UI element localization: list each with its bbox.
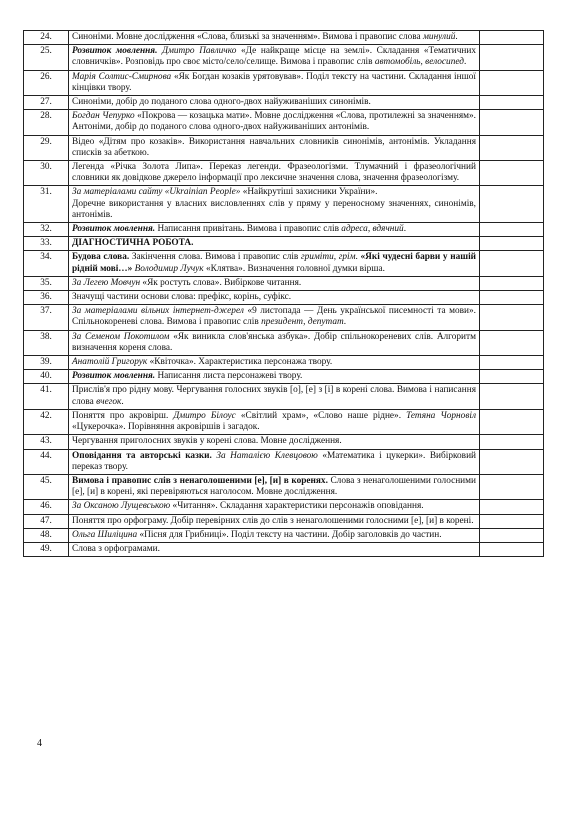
table-row [24, 409, 544, 434]
topic-text: «Найкрутіші захисники України». [240, 187, 378, 198]
date-cell [480, 31, 544, 45]
lesson-number: 30. [24, 161, 69, 186]
author-or-title-text: За матеріалами сайту «Ukrainian People» [72, 187, 241, 198]
topic-text: Значущі частини основи слова: префікс, корінь, суфікс. [72, 292, 292, 303]
table-row [24, 370, 544, 384]
date-cell [480, 330, 544, 355]
date-cell [480, 96, 544, 110]
topic-text: . [403, 224, 407, 235]
date-cell [480, 70, 544, 95]
topic-text: «Як виникла слов'янська азбука». Добір спільнокореневих слів. Алгоритм визначення кореня слова. [72, 331, 476, 353]
date-cell [480, 449, 544, 474]
table-row [24, 305, 544, 330]
heading-text: Будова слова. [72, 252, 130, 263]
lesson-topic [69, 500, 480, 514]
topic-text: . [463, 57, 467, 68]
lesson-number: 24. [24, 31, 69, 45]
lesson-plan-rows [24, 31, 544, 557]
date-cell [480, 528, 544, 542]
topic-text: «Пісня для Грибниці». Поділ тексту на частини. Добір заголовків до частин. [137, 529, 442, 540]
topic-text: . [455, 32, 458, 42]
author-or-title-text: За Наталією Клевцовою [216, 450, 318, 461]
table-row [24, 237, 544, 251]
topic-text: . [121, 396, 124, 407]
lesson-topic [69, 291, 480, 305]
author-or-title-text: За Оксаною Лущевською [72, 501, 171, 512]
author-or-title-text: минулий [422, 32, 456, 42]
topic-text: Легенда «Річка Золота Липа». Переказ легенди. Фразеологізми. Тлумачний і фразеологічний словники як довідкове джерело інформації про лексичне значення слова, значення фразеологізму. [72, 162, 476, 184]
table-row [24, 384, 544, 409]
lesson-topic [69, 474, 480, 499]
author-or-title-text: адреса, вдячний [341, 224, 404, 235]
lesson-topic [69, 251, 480, 276]
table-row [24, 276, 544, 290]
date-cell [480, 276, 544, 290]
table-row [24, 110, 544, 135]
lesson-number: 32. [24, 223, 69, 237]
date-cell [480, 291, 544, 305]
lesson-topic [69, 514, 480, 528]
lesson-number: 47. [24, 514, 69, 528]
topic-text: «Як Богдан козаків урятовував». Поділ тексту на частини. Складання іншої кінцівки твору. [72, 71, 476, 93]
author-or-title-text: автомобіль, велосипед [374, 57, 464, 68]
topic-text: «Цукерочка». Порівняння акровіршів і загадок. [72, 422, 260, 433]
date-cell [480, 135, 544, 160]
author-or-title-text: За Легею Мовчун [72, 277, 141, 288]
date-cell [480, 251, 544, 276]
lesson-topic [69, 370, 480, 384]
author-or-title-text: Дмитро Павличко [162, 46, 237, 57]
lesson-topic [69, 135, 480, 160]
author-or-title-text: президент, депутат [261, 317, 344, 328]
author-or-title-text: вчегок [96, 396, 122, 407]
lesson-topic [69, 449, 480, 474]
date-cell [480, 500, 544, 514]
lesson-number: 48. [24, 528, 69, 542]
date-cell [480, 161, 544, 186]
lesson-topic [69, 237, 480, 251]
table-row [24, 70, 544, 95]
topic-text: Закінчення слова. Вимова і правопис слів [129, 252, 301, 263]
date-cell [480, 356, 544, 370]
heading-text: Оповідання та авторські казки. [72, 450, 212, 461]
lesson-number: 29. [24, 135, 69, 160]
author-or-title-text: Марія Солтис-Смирнова [72, 71, 172, 82]
table-row [24, 474, 544, 499]
table-row [24, 223, 544, 237]
lesson-topic [69, 31, 480, 45]
lesson-topic [69, 384, 480, 409]
heading-text: «Які чудесні барви у нашій рідній мові…» [72, 252, 477, 274]
date-cell [480, 110, 544, 135]
topic-text: «Клятва». Визначення головної думки вірша. [203, 263, 385, 274]
date-cell [480, 409, 544, 434]
date-cell [480, 370, 544, 384]
author-or-title-text: Володимир Лучук [134, 263, 204, 274]
date-cell [480, 223, 544, 237]
lesson-topic [69, 276, 480, 290]
table-row [24, 161, 544, 186]
author-or-title-text: Анатолій Григорук [72, 357, 148, 368]
heading-text: Розвиток мовлення. [72, 371, 156, 382]
topic-text: Синоніми, добір до поданого слова одного-двох найуживаніших синонімів. [72, 97, 371, 108]
table-row [24, 449, 544, 474]
author-or-title-text: За Семеном Покотилом [72, 331, 170, 342]
heading-text: Розвиток мовлення. [72, 46, 158, 57]
lesson-topic [69, 186, 480, 223]
lesson-topic [69, 70, 480, 95]
lesson-number: 38. [24, 330, 69, 355]
date-cell [480, 384, 544, 409]
author-or-title-text: Дмитро Білоус [173, 410, 236, 421]
lesson-number: 37. [24, 305, 69, 330]
topic-text: Доречне використання у власних висловленнях слів у пряму у переносному значеннях, синонімів, антонімів. [72, 198, 476, 220]
author-or-title-text: Ольга Шиліцина [72, 529, 138, 540]
date-cell [480, 435, 544, 449]
lesson-number: 46. [24, 500, 69, 514]
date-cell [480, 45, 544, 70]
lesson-number: 26. [24, 70, 69, 95]
lesson-topic [69, 528, 480, 542]
lesson-number: 27. [24, 96, 69, 110]
date-cell [480, 186, 544, 223]
lesson-topic [69, 223, 480, 237]
topic-text: Поняття про орфограму. Добір перевірних слів до слів з ненаголошеними голосними [е], [и] в корені. [72, 515, 474, 526]
table-row [24, 435, 544, 449]
table-row [24, 528, 544, 542]
lesson-number: 33. [24, 237, 69, 251]
lesson-number: 28. [24, 110, 69, 135]
topic-text: Написання привітань. Вимова і правопис слів [155, 224, 342, 235]
topic-text: Слова з орфограмами. [72, 543, 160, 554]
topic-text: Поняття про акровірш. [72, 410, 174, 421]
lesson-topic [69, 96, 480, 110]
lesson-plan-table [23, 30, 544, 557]
lesson-topic [69, 161, 480, 186]
topic-text: «Світлий храм», «Слово наше рідне». [235, 410, 407, 421]
table-row [24, 45, 544, 70]
lesson-number: 25. [24, 45, 69, 70]
lesson-topic [69, 356, 480, 370]
author-or-title-text: За матеріалами вільних інтернет-джерел [72, 306, 244, 317]
topic-text: «Як ростуть слова». Вибіркове читання. [140, 277, 302, 288]
lesson-number: 39. [24, 356, 69, 370]
lesson-topic [69, 409, 480, 434]
author-or-title-text: Тетяна Чорновіл [406, 410, 476, 421]
lesson-topic [69, 435, 480, 449]
topic-text: «9 листопада — День української писемності та мови». Спільнокореневі слова. Вимова і правопис слів [72, 306, 476, 328]
table-row [24, 186, 544, 223]
lesson-number: 34. [24, 251, 69, 276]
table-row [24, 291, 544, 305]
topic-text: Чергування приголосних звуків у корені слова. Мовне дослідження. [72, 436, 342, 447]
heading-text: Вимова і правопис слів з ненаголошеними [е], [и] в коренях. [72, 475, 328, 486]
lesson-number: 49. [24, 542, 69, 556]
author-or-title-text: гриміти, грім [300, 252, 356, 263]
topic-text: . [355, 252, 361, 263]
lesson-number: 44. [24, 449, 69, 474]
topic-text: «Математика і цукерки». Вибірковий переказ твору. [72, 450, 477, 472]
topic-text: «Де найкраще місце на землі». Складання «Тематичних словничків». Розповідь про своє місто/село/селище. Вимова і правопис слів [72, 46, 476, 68]
date-cell [480, 305, 544, 330]
table-row [24, 514, 544, 528]
lesson-number: 35. [24, 276, 69, 290]
topic-text: . [343, 317, 347, 328]
table-row [24, 96, 544, 110]
page-number: 4 [37, 738, 42, 749]
lesson-number: 40. [24, 370, 69, 384]
lesson-number: 41. [24, 384, 69, 409]
lesson-topic [69, 45, 480, 70]
lesson-topic [69, 330, 480, 355]
lesson-topic [69, 542, 480, 556]
date-cell [480, 474, 544, 499]
table-row [24, 31, 544, 45]
lesson-number: 31. [24, 186, 69, 223]
heading-text: Розвиток мовлення. [72, 224, 156, 235]
table-row [24, 356, 544, 370]
lesson-number: 42. [24, 409, 69, 434]
topic-text: Відео «Дітям про козаків». Використання навчальних словників синонімів, антонімів. Укладання списків за абеткою. [72, 136, 476, 158]
table-row [24, 251, 544, 276]
author-or-title-text: Богдан Чепурко [72, 111, 135, 122]
table-row [24, 135, 544, 160]
topic-text: Слова з ненаголошеними голосними [е], [и] в корені, які перевіряються наголосом. Мовне дослідження. [72, 475, 477, 498]
date-cell [480, 237, 544, 251]
lesson-number: 45. [24, 474, 69, 499]
topic-text: «Покрова — козацька мати». Мовне дослідження «Слова, протилежні за значенням». Антоніми, добір до поданого слова одного-двох найуживаніших антонімів. [72, 111, 476, 133]
topic-text: Прислів'я про рідну мову. Чергування голосних звуків [о], [е] з [і] в корені слова. Вимова і написання слова [72, 385, 476, 407]
topic-text: «Квіточка». Характеристика персонажа твору. [147, 357, 333, 368]
table-row [24, 330, 544, 355]
topic-text: Написання листа персонажеві твору. [155, 371, 303, 382]
table-row [24, 500, 544, 514]
lesson-topic [69, 110, 480, 135]
topic-text: Синоніми. Мовне дослідження «Слова, близькі за значенням». Вимова і правопис слова [72, 32, 423, 42]
lesson-topic [69, 305, 480, 330]
lesson-number: 43. [24, 435, 69, 449]
heading-text: ДІАГНОСТИЧНА РОБОТА. [72, 238, 194, 249]
lesson-number: 36. [24, 291, 69, 305]
topic-text: «Читання». Складання характеристики персонажів оповідання. [170, 501, 424, 512]
date-cell [480, 542, 544, 556]
date-cell [480, 514, 544, 528]
table-row [24, 542, 544, 556]
